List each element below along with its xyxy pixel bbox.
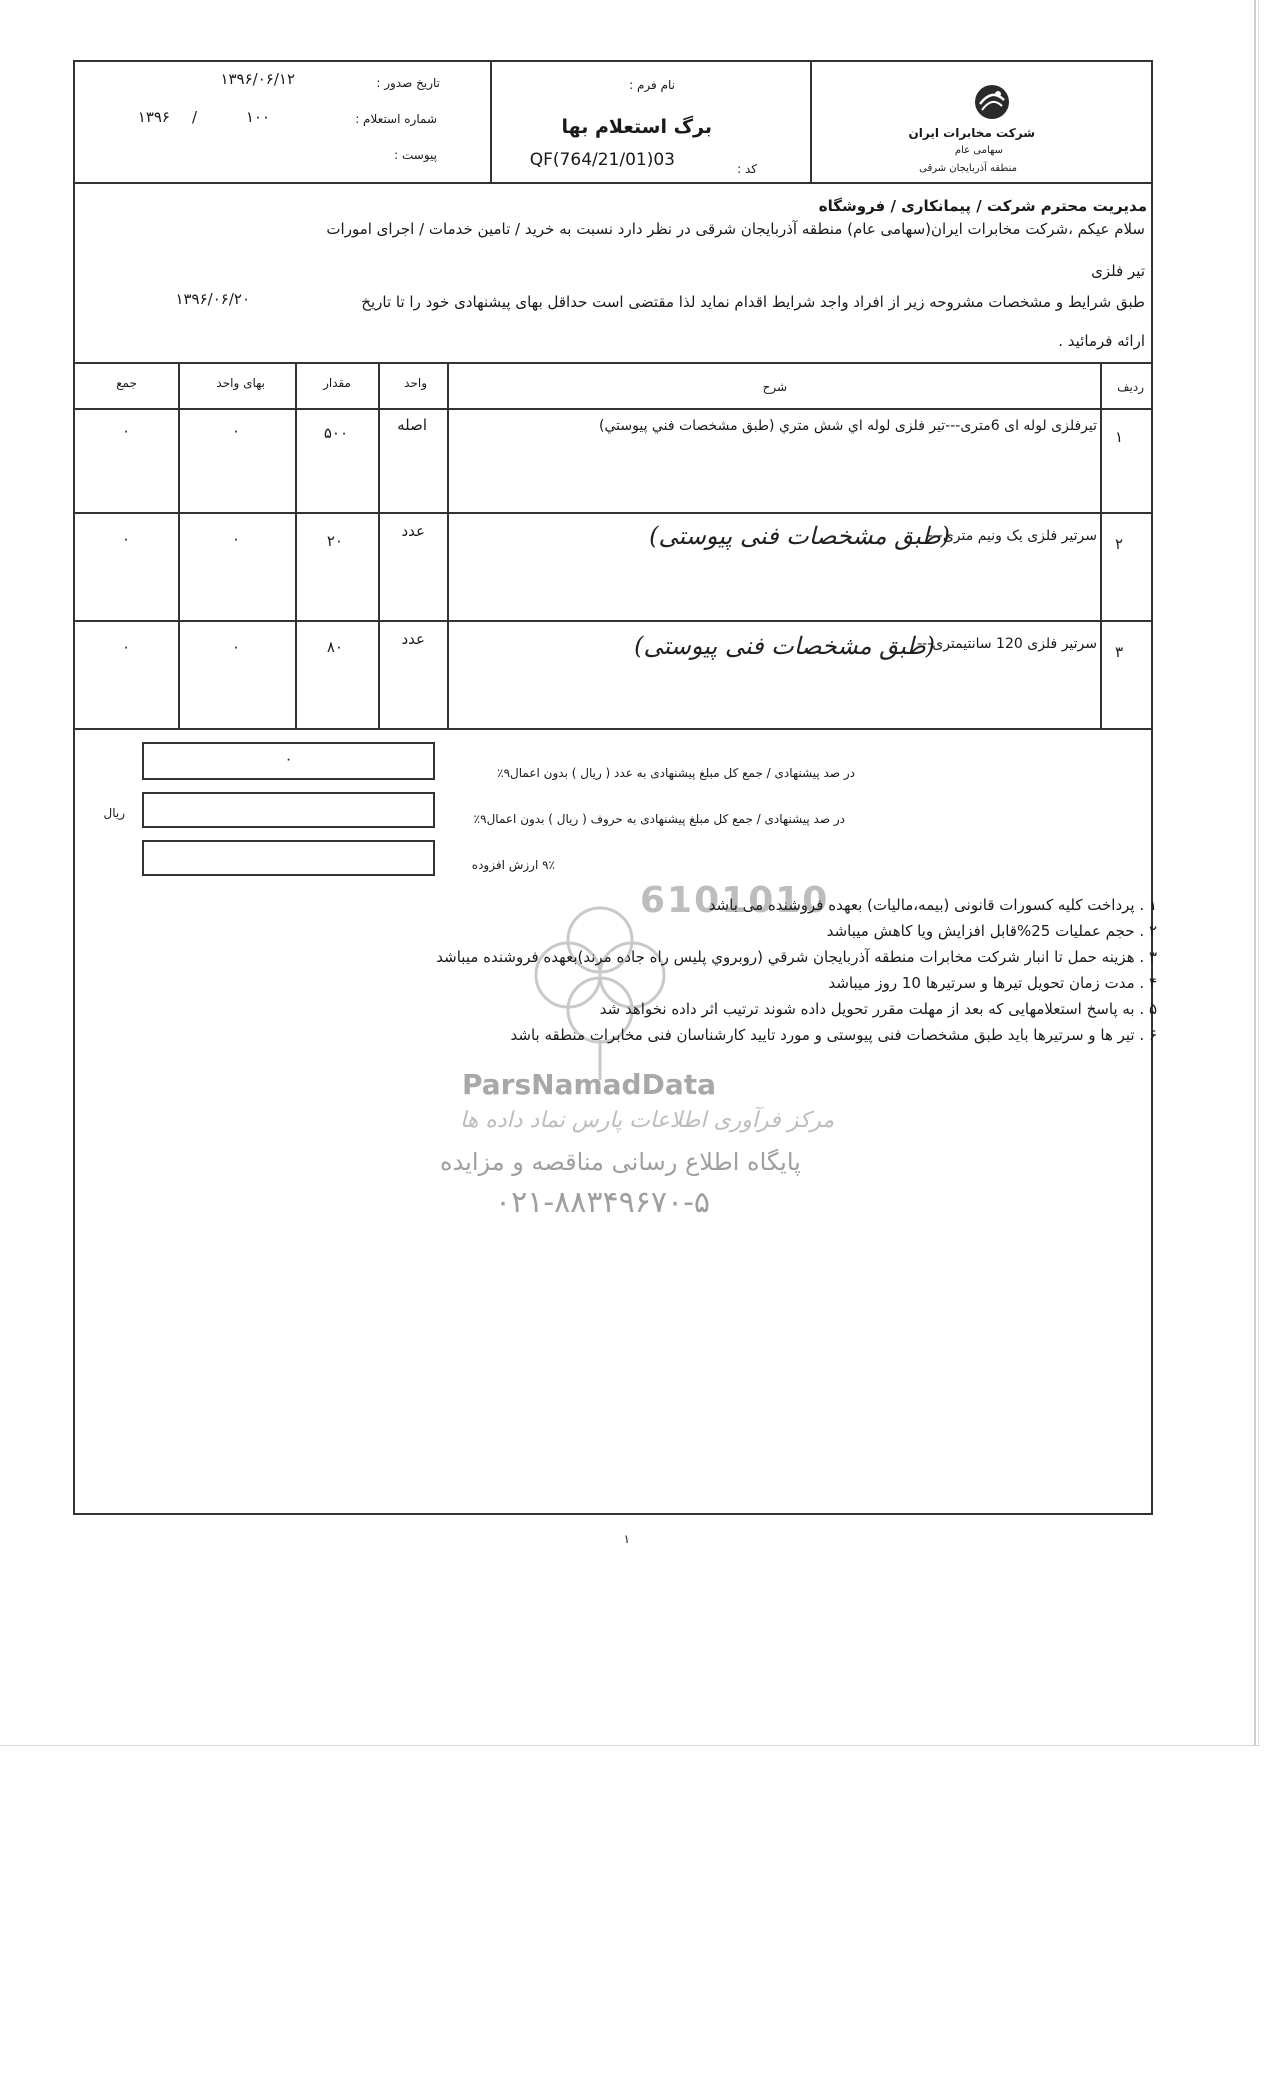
deadline-date: ۱۳۹۶/۰۶/۲۰ <box>175 290 250 308</box>
col-header-total: جمع <box>116 376 137 390</box>
intro-line-3: طبق شرایط و مشخصات مشروحه زیر از افراد واجد شرایط اقدام نماید لذا مقتضی است حداقل بهای پیشنهادی خود را تا تاریخ <box>361 293 1145 311</box>
row-divider <box>73 620 1153 622</box>
col-header-unit: واحد <box>404 376 427 390</box>
condition-item: ۵ . به پاسخ استعلامهایی که بعد از مهلت مقرر تحویل داده شوند ترتیب اثر داده نخواهد شد <box>599 1000 1157 1018</box>
condition-text: مدت زمان تحویل تیرها و سرتیرها 10 روز میباشد <box>828 974 1135 992</box>
total-numeric-value: ۰ <box>284 750 293 768</box>
form-name-label: نام فرم : <box>629 78 675 92</box>
watermark-line-1: مرکز فرآوری اطلاعات پارس نماد داده ها <box>460 1108 835 1133</box>
condition-item: ۴ . مدت زمان تحویل تیرها و سرتیرها 10 روز میباشد <box>828 974 1157 992</box>
form-title: برگ استعلام بها <box>561 116 712 138</box>
condition-number: ۳ <box>1148 948 1157 966</box>
vat-label: ۹٪ ارزش افزوده <box>471 858 555 872</box>
row-unit: عدد <box>401 630 425 648</box>
col-divider <box>1100 362 1102 728</box>
condition-item: ۳ . هزینه حمل تا انبار شرکت مخابرات منطقه آذربایجان شرقي (روبروي پليس راه جاده مرند)بعهده فروشنده میباشد <box>436 948 1157 966</box>
condition-item: ۱ . پرداخت کلیه کسورات قانونی (بیمه،مالیات) بعهده فروشنده می باشد <box>708 896 1157 914</box>
condition-number: ۶ <box>1148 1026 1157 1044</box>
row-unit-price: ۰ <box>231 530 240 548</box>
total-numeric-field[interactable] <box>142 742 435 780</box>
row-description: تیرفلزی لوله ای 6متری---تیر فلزی لوله اي شش متري (طبق مشخصات فني پيوستي) <box>599 418 1097 434</box>
total-letters-field[interactable] <box>142 792 435 828</box>
col-header-desc: شرح <box>762 380 787 394</box>
total-numeric-label: در صد پیشنهادی / جمع کل مبلغ پیشنهادی به عدد ( ریال ) بدون اعمال۹٪ <box>497 766 855 780</box>
row-unit-price: ۰ <box>231 422 240 440</box>
code-label: کد : <box>737 162 757 176</box>
inquiry-number-label: شماره استعلام : <box>355 112 437 126</box>
handwritten-note: (طبق مشخصات فنی پیوستی) <box>649 522 950 550</box>
watermark-brand: ParsNamadData <box>462 1068 716 1101</box>
scan-edge <box>1258 0 1259 1745</box>
row-number: ۳ <box>1114 643 1123 661</box>
row-description: سرتیر فلزی 120 سانتیمتری--- <box>917 636 1097 652</box>
rial-label: ریال <box>103 806 125 820</box>
company-type: سهامی عام <box>954 145 1003 156</box>
issue-date-label: تاریخ صدور : <box>376 76 440 90</box>
company-logo <box>972 82 1012 122</box>
condition-item: ۲ . حجم عملیات 25%قابل افزایش ویا کاهش میباشد <box>826 922 1157 940</box>
company-region: منطقه آذربایجان شرقی <box>919 163 1017 174</box>
col-divider <box>447 362 449 728</box>
col-header-qty: مقدار <box>323 376 351 390</box>
table-bottom <box>73 728 1153 730</box>
table-header-bottom <box>73 408 1153 410</box>
row-divider <box>73 512 1153 514</box>
col-divider <box>295 362 297 728</box>
inquiry-number-slash: / <box>191 108 197 126</box>
total-letters-label: در صد پیشنهادی / جمع کل مبلغ پیشنهادی به حروف ( ریال ) بدون اعمال۹٪ <box>473 812 845 826</box>
col-header-unit-price: بهای واحد <box>216 376 265 390</box>
condition-item: ۶ . تیر ها و سرتیرها باید طبق مشخصات فنی پیوستی و مورد تایید کارشناسان فنی مخابرات منطقه باشد <box>510 1026 1157 1044</box>
row-unit: عدد <box>401 522 425 540</box>
row-description: سرتیر فلزی یک ونیم متری--- <box>927 528 1097 544</box>
condition-text: هزینه حمل تا انبار شرکت مخابرات منطقه آذربایجان شرقي (روبروي پليس راه جاده مرند)بعهده فروشنده میباشد <box>436 948 1135 966</box>
row-unit-price: ۰ <box>231 638 240 656</box>
row-quantity: ۸۰ <box>326 638 343 656</box>
intro-line-2: تیر فلزی <box>1091 262 1145 280</box>
condition-text: تیر ها و سرتیرها باید طبق مشخصات فنی پیوستی و مورد تایید کارشناسان فنی مخابرات منطقه باشد <box>510 1026 1135 1044</box>
col-divider <box>378 362 380 728</box>
condition-number: ۱ <box>1148 896 1157 914</box>
intro-line-4: ارائه فرمائید . <box>1058 332 1145 350</box>
scan-edge <box>0 1745 1260 1746</box>
issue-date: ۱۳۹۶/۰۶/۱۲ <box>220 70 295 88</box>
watermark-line-2: پایگاه اطلاع رسانی مناقصه و مزایده <box>440 1148 801 1176</box>
row-unit: اصله <box>397 416 427 434</box>
condition-number: ۴ <box>1148 974 1157 992</box>
handwritten-note: (طبق مشخصات فنی پیوستی) <box>634 632 935 660</box>
row-quantity: ۲۰ <box>326 532 343 550</box>
row-number: ۱ <box>1114 428 1123 446</box>
condition-text: پرداخت کلیه کسورات قانونی (بیمه،مالیات) بعهده فروشنده می باشد <box>708 896 1135 914</box>
inquiry-year: ۱۳۹۶ <box>137 108 170 126</box>
condition-number: ۲ <box>1148 922 1157 940</box>
row-number: ۲ <box>1114 535 1123 553</box>
scan-edge <box>1254 0 1256 1745</box>
page-number: ۱ <box>623 1532 630 1546</box>
condition-number: ۵ <box>1148 1000 1157 1018</box>
row-total: ۰ <box>121 422 130 440</box>
row-quantity: ۵۰۰ <box>323 424 348 442</box>
watermark-digits: 6101010 <box>640 880 830 921</box>
form-frame <box>73 60 1153 1515</box>
col-divider <box>178 362 180 728</box>
col-header-row: ردیف <box>1117 380 1144 394</box>
table-top <box>73 362 1153 364</box>
form-code: QF(764/21/01)03 <box>529 150 675 170</box>
attachment-label: پیوست : <box>394 148 437 162</box>
header-col-divider <box>810 60 812 182</box>
intro-line-1: سلام عیکم ،شرکت مخابرات ایران(سهامی عام) منطقه آذربایجان شرقی در نظر دارد نسبت به خرید / تامین خدمات / اجرای امورات <box>326 220 1145 238</box>
watermark-phone: ۰۲۱-۸۸۳۴۹۶۷۰-۵ <box>495 1185 711 1220</box>
inquiry-number: ۱۰۰ <box>245 108 270 126</box>
company-name: شرکت مخابرات ایران <box>908 126 1035 140</box>
row-total: ۰ <box>121 638 130 656</box>
addressee: مدیریت محترم شرکت / پیمانکاری / فروشگاه <box>818 197 1147 215</box>
condition-text: به پاسخ استعلامهایی که بعد از مهلت مقرر تحویل داده شوند ترتیب اثر داده نخواهد شد <box>599 1000 1135 1018</box>
header-col-divider <box>490 60 492 182</box>
row-total: ۰ <box>121 530 130 548</box>
header-divider <box>73 182 1153 184</box>
vat-field[interactable] <box>142 840 435 876</box>
condition-text: حجم عملیات 25%قابل افزایش ویا کاهش میباشد <box>826 922 1135 940</box>
